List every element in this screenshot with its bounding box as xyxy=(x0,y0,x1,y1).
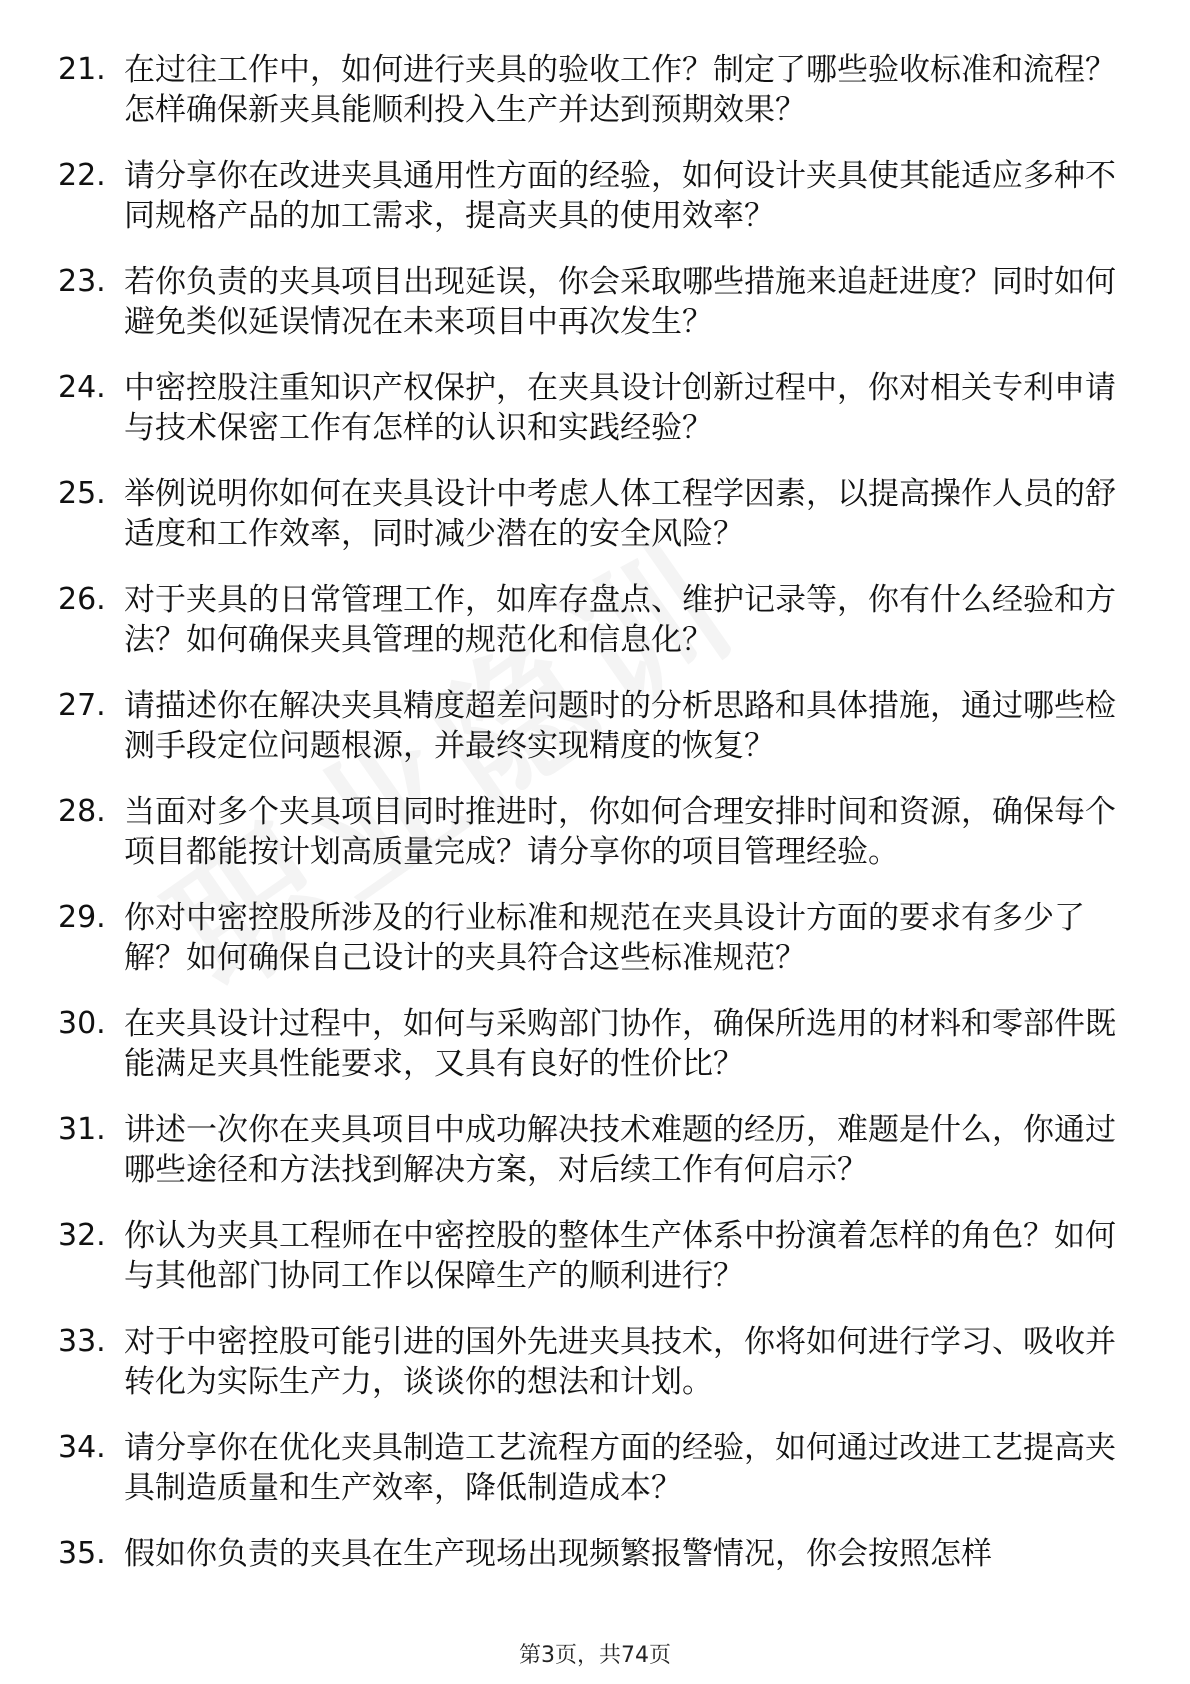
page-footer xyxy=(0,1638,1190,1669)
question-number: 30. xyxy=(58,1006,106,1041)
question-text: 你认为夹具工程师在中密控股的整体生产体系中扮演着怎样的角色？如何与其他部门协同工作以保障生产的顺利进行？ xyxy=(124,1218,1116,1294)
question-text: 举例说明你如何在夹具设计中考虑人体工程学因素，以提高操作人员的舒适度和工作效率，同时减少潜在的安全风险？ xyxy=(124,476,1116,552)
question-text: 在夹具设计过程中，如何与采购部门协作，确保所选用的材料和零部件既能满足夹具性能要求，又具有良好的性价比？ xyxy=(124,1006,1116,1082)
question-text: 你对中密控股所涉及的行业标准和规范在夹具设计方面的要求有多少了解？如何确保自己设计的夹具符合这些标准规范？ xyxy=(124,900,1085,976)
question-number: 33. xyxy=(58,1324,106,1359)
question-item xyxy=(58,1004,1118,1084)
question-item xyxy=(58,474,1118,554)
question-number: 31. xyxy=(58,1112,106,1147)
question-number: 22. xyxy=(58,158,106,193)
question-text: 讲述一次你在夹具项目中成功解决技术难题的经历，难题是什么，你通过哪些途径和方法找到解决方案，对后续工作有何启示？ xyxy=(124,1112,1116,1188)
question-item xyxy=(58,1216,1118,1296)
question-number: 27. xyxy=(58,688,106,723)
question-text: 中密控股注重知识产权保护，在夹具设计创新过程中，你对相关专利申请与技术保密工作有怎样的认识和实践经验？ xyxy=(124,370,1116,446)
question-number: 32. xyxy=(58,1218,106,1253)
question-text: 请分享你在优化夹具制造工艺流程方面的经验，如何通过改进工艺提高夹具制造质量和生产效率，降低制造成本？ xyxy=(124,1430,1116,1506)
question-text: 当面对多个夹具项目同时推进时，你如何合理安排时间和资源，确保每个项目都能按计划高质量完成？请分享你的项目管理经验。 xyxy=(124,794,1116,870)
page-number-label: 第3页，共74页 xyxy=(519,1643,671,1668)
question-text: 请分享你在改进夹具通用性方面的经验，如何设计夹具使其能适应多种不同规格产品的加工需求，提高夹具的使用效率？ xyxy=(124,158,1116,234)
question-item xyxy=(58,1428,1118,1508)
question-item xyxy=(58,792,1118,872)
question-number: 29. xyxy=(58,900,106,935)
question-text: 若你负责的夹具项目出现延误，你会采取哪些措施来追赶进度？同时如何避免类似延误情况在未来项目中再次发生？ xyxy=(124,264,1116,340)
question-text: 在过往工作中，如何进行夹具的验收工作？制定了哪些验收标准和流程？怎样确保新夹具能顺利投入生产并达到预期效果？ xyxy=(124,52,1116,128)
question-list xyxy=(58,50,1118,1600)
question-number: 24. xyxy=(58,370,106,405)
question-number: 35. xyxy=(58,1536,106,1571)
question-text: 对于中密控股可能引进的国外先进夹具技术，你将如何进行学习、吸收并转化为实际生产力，谈谈你的想法和计划。 xyxy=(124,1324,1116,1400)
question-text: 请描述你在解决夹具精度超差问题时的分析思路和具体措施，通过哪些检测手段定位问题根源，并最终实现精度的恢复？ xyxy=(124,688,1116,764)
question-item xyxy=(58,262,1118,342)
question-number: 28. xyxy=(58,794,106,829)
question-number: 26. xyxy=(58,582,106,617)
question-item xyxy=(58,1322,1118,1402)
question-item xyxy=(58,368,1118,448)
question-item xyxy=(58,156,1118,236)
question-text: 对于夹具的日常管理工作，如库存盘点、维护记录等，你有什么经验和方法？如何确保夹具管理的规范化和信息化？ xyxy=(124,582,1116,658)
question-number: 34. xyxy=(58,1430,106,1465)
question-item xyxy=(58,898,1118,978)
question-item xyxy=(58,686,1118,766)
question-number: 23. xyxy=(58,264,106,299)
question-number: 25. xyxy=(58,476,106,511)
question-item xyxy=(58,50,1118,130)
question-number: 21. xyxy=(58,52,106,87)
question-item xyxy=(58,1534,1118,1574)
question-item xyxy=(58,1110,1118,1190)
question-item xyxy=(58,580,1118,660)
question-text: 假如你负责的夹具在生产现场出现频繁报警情况，你会按照怎样 xyxy=(124,1536,992,1572)
